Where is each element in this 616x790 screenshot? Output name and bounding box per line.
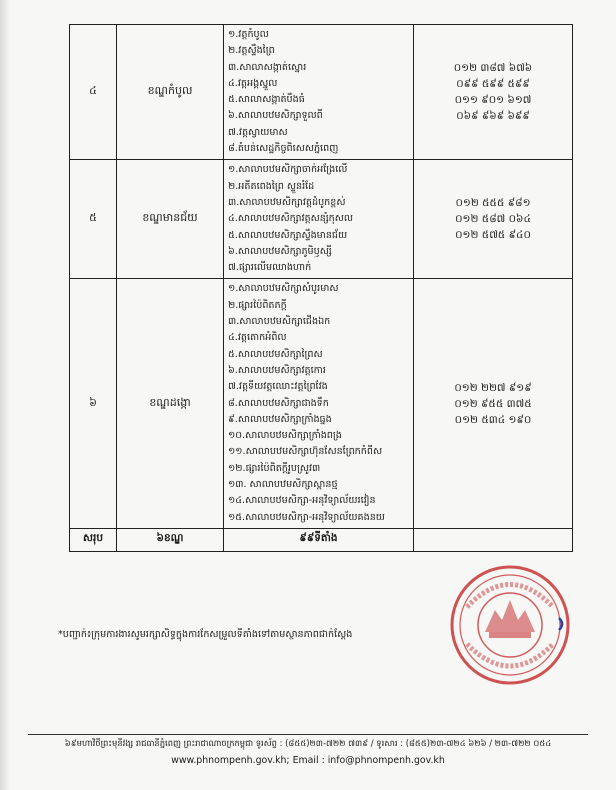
location-list	[224, 160, 414, 279]
list-item: ៥.សាលាបឋមសិក្សាស្ទឹងមានជ័យ	[228, 229, 348, 241]
phone-list	[414, 279, 573, 528]
list-item: ៥.សាលាបឋមសិក្សាព្រៃស	[228, 348, 323, 360]
list-item: ១២.ផ្សារប៉ៃពិតក្តីរូបស្រូវ៣	[228, 462, 321, 474]
list-item: ១៥.សាលាបឋមសិក្សា-អនុវិទ្យាល័យគងនយ	[228, 511, 385, 523]
list-item: ៤.វត្តតោកអំពិល	[228, 332, 287, 344]
district-name: ខណ្ឌមានជ័យ	[117, 160, 224, 279]
footer-divider	[28, 734, 588, 735]
footnote: *បញ្ជាក់៖ក្រុមការងារសូមរក្សាសិទ្ធក្នុងការកែសម្រួលទីតាំងទៅតាមស្ថានភាពជាក់ស្តែង	[58, 629, 353, 640]
list-item: ១១.សាលាបឋមសិក្សាហ៊ុនសែនព្រែកកំពីស	[228, 446, 383, 458]
list-item: ១៤.សាលាបឋមសិក្សា-អនុវិទ្យាល័យរវៀន	[228, 495, 376, 507]
phone-number: ០១១ ៩០១ ៦១៧	[454, 94, 532, 107]
district-name: ខណ្ឌកំបូល	[117, 25, 224, 160]
phone-list	[414, 160, 573, 279]
list-item: ៨.សាលាបឋមសិក្សាជាងទឹក	[228, 397, 329, 409]
list-item: ៦.សាលាបឋមសិក្សាវត្តកោរ	[228, 364, 326, 376]
total-phones	[414, 528, 573, 551]
phone-number: ០១២ ៥៧៥ ៩៤០	[455, 229, 531, 242]
list-item: ៤.វត្តអង្គស្នួល	[228, 77, 278, 89]
table-row	[70, 160, 573, 279]
list-item: ៧.ផ្សារលើមឈាងហាក់	[228, 262, 312, 274]
phone-number: ០៦៩ ៩៦៩ ៦៩៩	[456, 110, 530, 123]
row-number: ៥	[70, 160, 117, 279]
list-item: ៥.សាលាសង្កាត់បឹងធំ	[228, 94, 305, 106]
district-name: ខណ្ឌដង្កោ	[117, 279, 224, 528]
row-number: ៤	[70, 25, 117, 160]
list-item: ២.ផ្សារប៉ៃពិតភក្តី	[228, 299, 287, 311]
official-seal-icon	[447, 562, 573, 688]
list-item: ៣.សាលាបឋមសិក្សាវត្តដំបូកខ្ពស់	[228, 196, 346, 208]
list-item: ៧.វត្តទីយវត្តឈោះវត្តព្រៃវែង	[228, 381, 328, 393]
total-row	[70, 528, 573, 551]
list-item: ១០.សាលាបឋមសិក្សាក្រាំងពង្រ	[228, 430, 342, 442]
footer-website: www.phnompenh.gov.kh; Email : info@phnompenh.gov.kh	[171, 755, 445, 766]
phone-number: ០១២ ៩៥៥ ៣៧៥	[454, 397, 532, 410]
phone-number: ០១២ ៥៣៤ ១៩០	[454, 413, 532, 426]
footer-address: ៦៩មហាវិថីព្រះមុនីវង្ស រាជធានីភ្នំពេញ ព្រះរាជាណាចក្រកម្ពុជា ទូរស័ព្ទ : (៨៥៥)២៣-៧២២ ៧៣៩ / ទូរសារ : (៨៥៥)២៣-៧២៤ ៦២៦ / ២៣-៧២២ ០៥៤	[64, 738, 552, 748]
page-shadow	[0, 0, 10, 790]
table-row	[70, 25, 573, 160]
row-number: ៦	[70, 279, 117, 528]
table-row	[70, 279, 573, 528]
phone-number: ០១២ ៣៨៧ ៦៧៦	[453, 62, 533, 75]
list-item: ៣.សាលាបឋមសិក្សាជើងឯក	[228, 316, 331, 328]
list-item: ១.វត្តកំបូល	[228, 29, 269, 40]
list-item: ១៣. សាលាបឋមសិក្សាស្ពានថ្ម	[228, 479, 338, 491]
list-item: ៣.សាលាសង្កាត់ស្នោរ	[228, 61, 307, 73]
locations-table	[69, 24, 573, 552]
total-sites: ៩៩ទីតាំង	[224, 528, 414, 551]
list-item: ៦.សាលាបឋមសិក្សាទួលពី	[228, 110, 323, 122]
list-item: ១.សាលាបឋមសិក្សាចាក់អង្រែលើ	[228, 164, 348, 176]
location-list	[224, 279, 414, 528]
location-list	[224, 25, 414, 160]
phone-number: ០១២ ៥៥៥ ៩៨១	[455, 197, 531, 210]
phone-number: ០១២ ៥៨៧ ០៦៤	[455, 213, 531, 226]
list-item: ២.វត្តស្ទឹងព្រៃ	[228, 45, 275, 57]
list-item: ២.អតីតពេងព្រៃ ស្ទួនរំដែ	[228, 180, 315, 192]
list-item: ១.សាលាបឋមសិក្សាសំបូរមាស	[228, 283, 339, 295]
total-districts: ៦ខណ្ឌ	[117, 528, 224, 551]
phone-number: ០៩៩ ៥៩៩ ៥៩៩	[456, 78, 530, 91]
list-item: ៨.តំបន់សេដ្ឋកិច្ចពិសេសភ្នំពេញ	[228, 143, 339, 155]
phone-list	[414, 25, 573, 160]
list-item: ៧.វត្តស្វាយមាស	[228, 126, 288, 138]
total-label: សរុប	[70, 528, 117, 551]
phone-number: ០១២ ២២៧ ៩១៩	[454, 381, 532, 394]
list-item: ៩.សាលាបឋមសិក្សាក្រាំងធ្នង	[228, 413, 332, 425]
list-item: ៤.សាលាបឋមសិក្សាវត្តសន្សំកុសល	[228, 213, 354, 225]
list-item: ៦.សាលាបឋមសិក្សាភូមិឫស្សី	[228, 245, 332, 257]
